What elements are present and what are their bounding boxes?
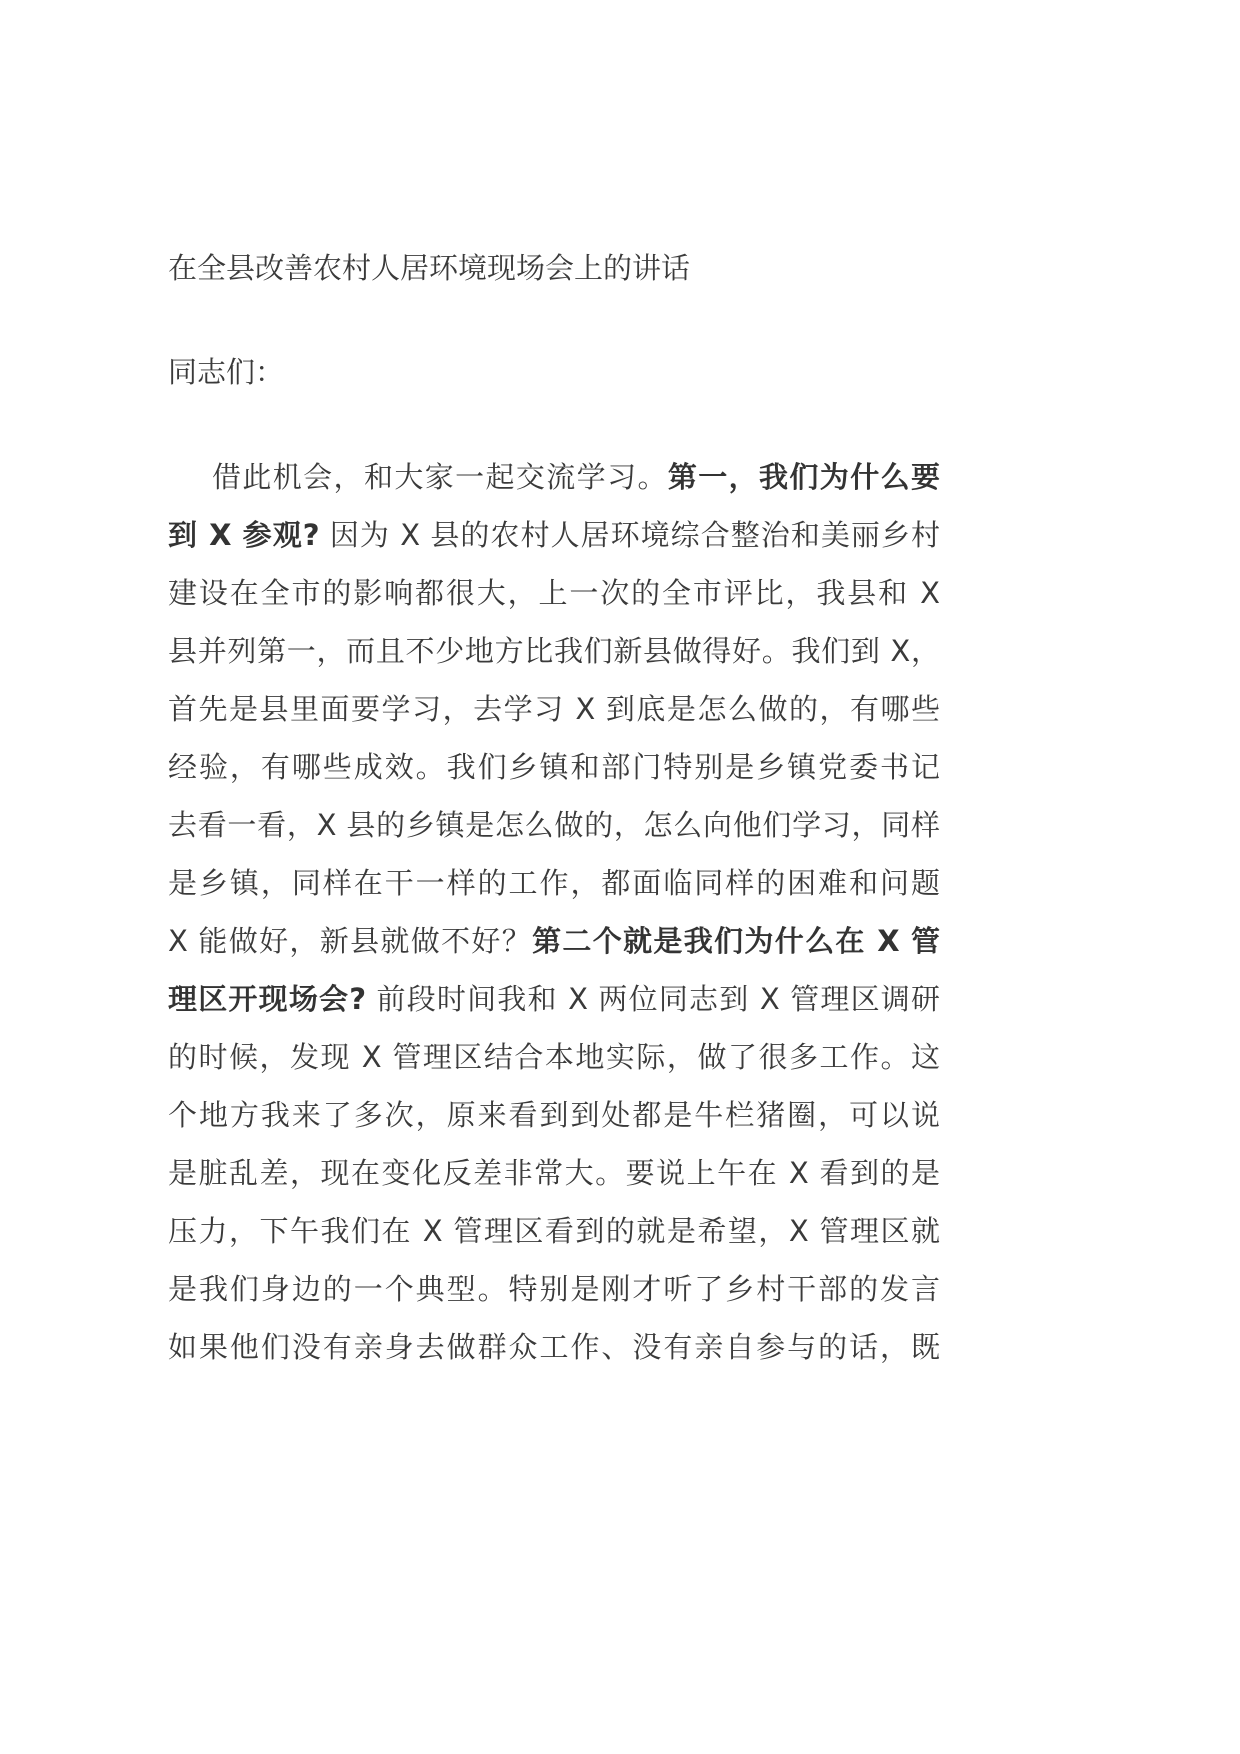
line-text: 因为 X 县的农村人居环境综合整治和美丽乡村 (319, 518, 940, 552)
line-text: 首先是县里面要学习，去学习 X 到底是怎么做的，有哪些 (168, 692, 940, 726)
paragraph-line (168, 1213, 940, 1271)
line-text: 如果他们没有亲身去做群众工作、没有亲自参与的话，既 (168, 1330, 940, 1364)
bold-text: 理区开现场会? (168, 982, 367, 1016)
document-title: 在全县改善农村人居环境现场会上的讲话 (168, 251, 691, 285)
line-text: 是脏乱差，现在变化反差非常大。要说上午在 X 看到的是 (168, 1156, 940, 1190)
paragraph-line (168, 1329, 940, 1387)
salutation: 同志们： (168, 355, 285, 389)
line-text: 借此机会，和大家一起交流学习。 (212, 460, 668, 494)
line-text: 压力，下午我们在 X 管理区看到的就是希望，X 管理区就 (168, 1214, 940, 1248)
line-text: X 能做好，新县就做不好？ (168, 924, 533, 958)
paragraph-line (168, 575, 940, 633)
line-text: 经验，有哪些成效。我们乡镇和部门特别是乡镇党委书记 (168, 750, 940, 784)
line-text: 县并列第一，而且不少地方比我们新县做得好。我们到 X， (168, 634, 940, 668)
paragraph-line (168, 807, 940, 865)
body-paragraph (168, 459, 940, 1387)
line-text: 前段时间我和 X 两位同志到 X 管理区调研 (366, 982, 940, 1016)
line-text: 建设在全市的影响都很大，上一次的全市评比，我县和 X (168, 576, 940, 610)
paragraph-line (168, 1155, 940, 1213)
paragraph-line (168, 1097, 940, 1155)
bold-text: 第一，我们为什么要 (667, 460, 940, 494)
paragraph-line (168, 517, 940, 575)
line-text: 是我们身边的一个典型。特别是刚才听了乡村干部的发言 (168, 1272, 940, 1306)
paragraph-line (168, 865, 940, 923)
line-text: 是乡镇，同样在干一样的工作，都面临同样的困难和问题 (168, 866, 940, 900)
paragraph-line (168, 459, 940, 517)
line-text: 去看一看，X 县的乡镇是怎么做的，怎么向他们学习，同样 (168, 808, 940, 842)
paragraph-line (168, 1271, 940, 1329)
paragraph-line (168, 691, 940, 749)
line-text: 个地方我来了多次，原来看到到处都是牛栏猪圈，可以说 (168, 1098, 940, 1132)
paragraph-line (168, 981, 940, 1039)
line-text: 的时候，发现 X 管理区结合本地实际，做了很多工作。这 (168, 1040, 940, 1074)
paragraph-line (168, 923, 940, 981)
bold-text: 第二个就是我们为什么在 X 管 (532, 924, 940, 958)
paragraph-line (168, 1039, 940, 1097)
bold-text: 到 X 参观? (168, 518, 320, 552)
paragraph-line (168, 633, 940, 691)
paragraph-line (168, 749, 940, 807)
